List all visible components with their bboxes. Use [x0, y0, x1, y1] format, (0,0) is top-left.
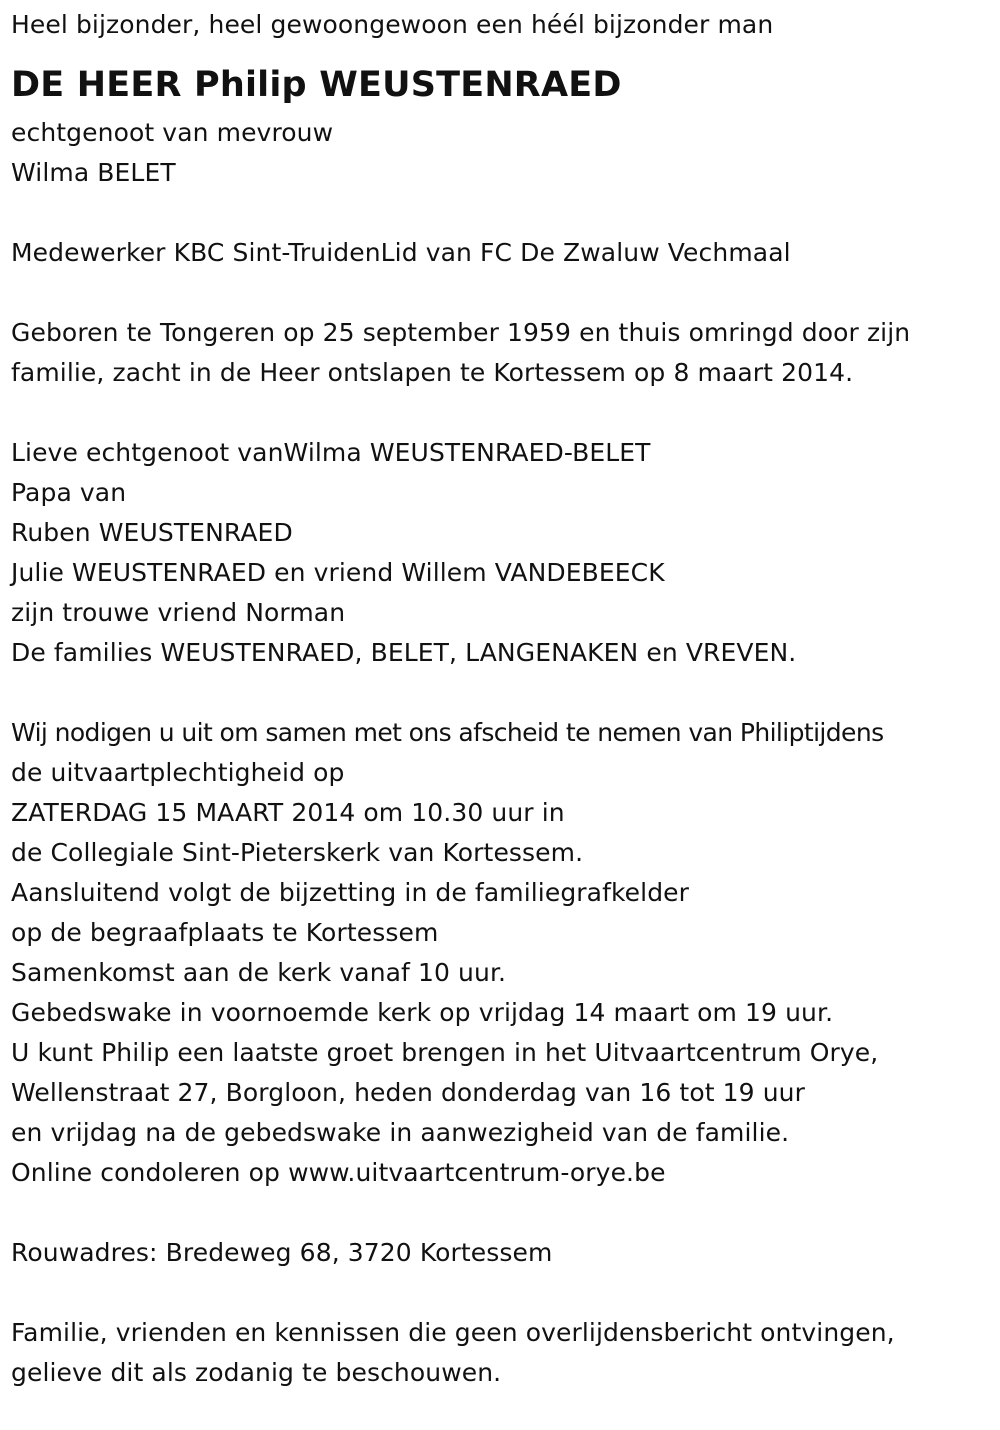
spouse-name: Wilma BELET	[11, 158, 176, 187]
condolence-website-line: Online condoleren op www.uitvaartcentrum-orye.be	[11, 1158, 666, 1187]
birth-death-line: Geboren te Tongeren op 25 september 1959 en thuis omringd door zijn	[11, 318, 911, 347]
spacer	[11, 393, 996, 433]
ceremony-line: op de begraafplaats te Kortessem	[11, 918, 439, 947]
spacer	[11, 273, 996, 313]
family-line: zijn trouwe vriend Norman	[11, 598, 346, 627]
ceremony-line: Samenkomst aan de kerk vanaf 10 uur.	[11, 958, 507, 987]
family-line: Julie WEUSTENRAED en vriend Willem VANDEBEECK	[11, 558, 665, 587]
spacer	[11, 1193, 996, 1233]
ceremony-line: U kunt Philip een laatste groet brengen in het Uitvaartcentrum Orye,	[11, 1038, 879, 1067]
ceremony-line: Gebedswake in voornoemde kerk op vrijdag 14 maart om 19 uur.	[11, 998, 834, 1027]
ceremony-line: Wellenstraat 27, Borgloon, heden donderdag van 16 tot 19 uur	[11, 1078, 805, 1107]
spouse-line: echtgenoot van mevrouw	[11, 118, 334, 147]
obituary-notice	[11, 5, 996, 1393]
family-line: Papa van	[11, 478, 127, 507]
family-line: De families WEUSTENRAED, BELET, LANGENAKEN en VREVEN.	[11, 638, 797, 667]
ceremony-line: de Collegiale Sint-Pieterskerk van Kortessem.	[11, 838, 584, 867]
ceremony-line: Wij nodigen u uit om samen met ons afscheid te nemen van Philiptijdens	[11, 718, 884, 747]
intro-text: Heel bijzonder, heel gewoongewoon een héél bijzonder man	[11, 10, 774, 39]
family-line: Lieve echtgenoot vanWilma WEUSTENRAED-BELET	[11, 438, 651, 467]
birth-death-line: familie, zacht in de Heer ontslapen te Kortessem op 8 maart 2014.	[11, 358, 854, 387]
ceremony-line: ZATERDAG 15 MAART 2014 om 10.30 uur in	[11, 798, 565, 827]
ceremony-line: de uitvaartplechtigheid op	[11, 758, 345, 787]
ceremony-line: Aansluitend volgt de bijzetting in de familiegrafkelder	[11, 878, 690, 907]
spacer	[11, 673, 996, 713]
occupation-text: Medewerker KBC Sint-TruidenLid van FC De Zwaluw Vechmaal	[11, 238, 791, 267]
spacer	[11, 193, 996, 233]
spacer	[11, 1273, 996, 1313]
mourning-address: Rouwadres: Bredeweg 68, 3720 Kortessem	[11, 1238, 553, 1267]
family-line: Ruben WEUSTENRAED	[11, 518, 293, 547]
closing-line: gelieve dit als zodanig te beschouwen.	[11, 1358, 502, 1387]
deceased-name: DE HEER Philip WEUSTENRAED	[11, 65, 622, 105]
closing-line: Familie, vrienden en kennissen die geen overlijdensbericht ontvingen,	[11, 1318, 895, 1347]
ceremony-line: en vrijdag na de gebedswake in aanwezigheid van de familie.	[11, 1118, 790, 1147]
